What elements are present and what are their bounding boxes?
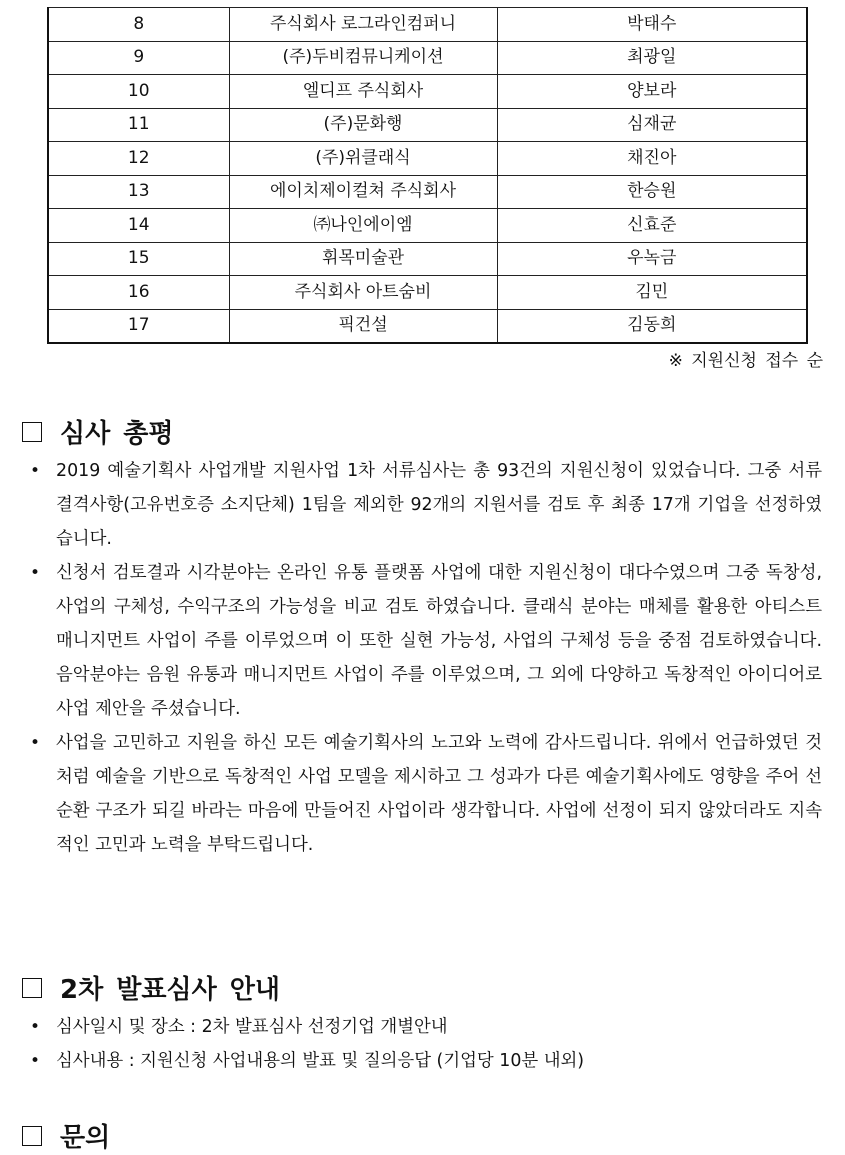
bullet-dot-icon: • [30, 1051, 41, 1071]
row-number: 13 [48, 175, 229, 209]
contact-heading [22, 1117, 110, 1154]
table-row [48, 175, 807, 209]
selection-results-table [47, 7, 808, 344]
second-round-title: 2차 발표심사 안내 [60, 975, 281, 1005]
row-number: 15 [48, 242, 229, 276]
representative-name: 박태수 [497, 8, 807, 42]
checkbox-square-icon [22, 978, 42, 998]
list-item-text: 심사일시 및 장소 : 2차 발표심사 선정기업 개별안내 [56, 1017, 448, 1037]
company-name: 에이치제이컬쳐 주식회사 [229, 175, 497, 209]
list-item [30, 1010, 822, 1044]
bullet-dot-icon: • [30, 1017, 41, 1037]
row-number: 17 [48, 309, 229, 343]
list-item-text: 2019 예술기획사 사업개발 지원사업 1차 서류심사는 총 93건의 지원신청이 있었습니다. 그중 서류 결격사항(고유번호증 소지단체) 1팀을 제외한 92개의 지원서를 검토 후 최종 17개 기업을 선정하였습니다. [56, 461, 822, 549]
bullet-dot-icon: • [30, 461, 41, 481]
second-round-list [30, 1010, 822, 1078]
representative-name: 우녹금 [497, 242, 807, 276]
row-number: 9 [48, 41, 229, 75]
table-row [48, 8, 807, 42]
company-name: (주)문화행 [229, 108, 497, 142]
list-item [30, 726, 822, 862]
contact-title: 문의 [60, 1123, 111, 1153]
company-name: 휘목미술관 [229, 242, 497, 276]
company-name: 엘디프 주식회사 [229, 75, 497, 109]
review-summary-title: 심사 총평 [60, 419, 174, 449]
company-name: 주식회사 로그라인컴퍼니 [229, 8, 497, 42]
list-item-text: 심사내용 : 지원신청 사업내용의 발표 및 질의응답 (기업당 10분 내외) [56, 1051, 585, 1071]
table-row [48, 75, 807, 109]
review-summary-heading [22, 413, 174, 450]
representative-name: 한승원 [497, 175, 807, 209]
row-number: 8 [48, 8, 229, 42]
representative-name: 양보라 [497, 75, 807, 109]
table-footnote: ※ 지원신청 접수 순 [668, 351, 823, 371]
table-row [48, 108, 807, 142]
second-round-heading [22, 969, 280, 1006]
representative-name: 채진아 [497, 142, 807, 176]
company-name: 픽건설 [229, 309, 497, 343]
representative-name: 신효준 [497, 209, 807, 243]
table-row [48, 276, 807, 310]
table-row [48, 41, 807, 75]
row-number: 14 [48, 209, 229, 243]
list-item [30, 454, 822, 556]
checkbox-square-icon [22, 1126, 42, 1146]
bullet-dot-icon: • [30, 733, 41, 753]
representative-name: 심재균 [497, 108, 807, 142]
list-item [30, 556, 822, 726]
bullet-dot-icon: • [30, 563, 41, 583]
checkbox-square-icon [22, 422, 42, 442]
representative-name: 김동희 [497, 309, 807, 343]
representative-name: 김민 [497, 276, 807, 310]
table-row [48, 242, 807, 276]
representative-name: 최광일 [497, 41, 807, 75]
row-number: 11 [48, 108, 229, 142]
list-item [30, 1044, 822, 1078]
list-item-text: 사업을 고민하고 지원을 하신 모든 예술기획사의 노고와 노력에 감사드립니다. 위에서 언급하였던 것처럼 예술을 기반으로 독창적인 사업 모델을 제시하고 그 성과가 다른 예술기획사에도 영향을 주어 선순환 구조가 되길 바라는 마음에 만들어진 사업이라 생각합니다. 사업에 선정이 되지 않았더라도 지속적인 고민과 노력을 부탁드립니다. [56, 733, 823, 855]
row-number: 10 [48, 75, 229, 109]
company-name: ㈜나인에이엠 [229, 209, 497, 243]
table-row [48, 309, 807, 343]
company-name: (주)위클래식 [229, 142, 497, 176]
row-number: 16 [48, 276, 229, 310]
company-name: 주식회사 아트숨비 [229, 276, 497, 310]
table-row [48, 209, 807, 243]
list-item-text: 신청서 검토결과 시각분야는 온라인 유통 플랫폼 사업에 대한 지원신청이 대다수였으며 그중 독창성, 사업의 구체성, 수익구조의 가능성을 비교 검토 하였습니다. 클래식 분야는 매체를 활용한 아티스트 매니지먼트 사업이 주를 이루었으며 이 또한 실현 가능성, 사업의 구체성 등을 중점 검토하였습니다. 음악분야는 음원 유통과 매니지먼트 사업이 주를 이루었으며, 그 외에 다양하고 독창적인 아이디어로 사업 제안을 주셨습니다. [56, 563, 822, 719]
row-number: 12 [48, 142, 229, 176]
review-summary-list [30, 454, 822, 862]
table-row [48, 142, 807, 176]
company-name: (주)두비컴뮤니케이션 [229, 41, 497, 75]
